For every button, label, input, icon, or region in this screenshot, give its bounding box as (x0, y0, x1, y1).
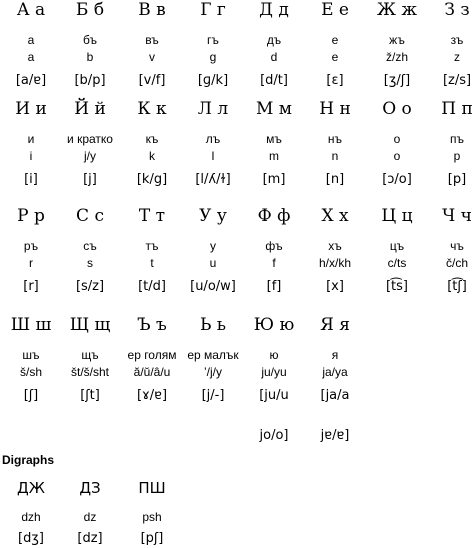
letter-name: ръ (23, 239, 39, 253)
latin-transliteration: m (269, 149, 279, 163)
ipa-pronunciation: [t/d] (138, 279, 166, 294)
latin-transliteration: h/x/kh (318, 256, 351, 270)
letter-name: и кратко (67, 132, 113, 146)
letter-cell (0, 315, 62, 403)
letter-cell (59, 315, 121, 403)
ipa-pronunciation: [n] (325, 172, 345, 187)
letter-cell (243, 0, 305, 88)
cyrillic-letter: О о (382, 99, 412, 119)
letter-name: гъ (207, 33, 219, 47)
letter-name: къ (145, 132, 159, 146)
letter-cell (0, 99, 62, 187)
latin-transliteration: a (27, 50, 35, 64)
digraph-letters: ПШ (138, 479, 166, 497)
cyrillic-letter: Л л (197, 99, 229, 119)
ipa-pronunciation: [ɡ/k] (197, 73, 229, 88)
cyrillic-letter: К к (137, 99, 167, 119)
latin-transliteration: i (29, 149, 33, 163)
cyrillic-letter: Ч ч (442, 206, 472, 226)
cyrillic-letter: Х х (321, 206, 349, 226)
letter-cell (304, 99, 366, 187)
ipa-pronunciation: [z/s] (442, 73, 472, 88)
ipa-pronunciation: [l/ʎ/ɫ] (195, 172, 231, 187)
ipa-pronunciation: [ja/a (320, 388, 350, 403)
letter-cell (121, 315, 183, 403)
ipa-pronunciation-continued: jɐ/ɐ] (320, 428, 350, 443)
letter-cell (121, 206, 183, 294)
letter-cell (243, 315, 305, 443)
letter-name: съ (83, 239, 97, 253)
letter-cell (366, 206, 428, 294)
letter-name: чъ (450, 239, 464, 253)
letter-cell (426, 0, 474, 88)
letter-cell (59, 0, 121, 88)
letter-cell (182, 315, 244, 403)
latin-transliteration: k (149, 149, 155, 163)
latin-transliteration: ă/ŭ/â/u (133, 365, 171, 379)
latin-transliteration: g (209, 50, 217, 64)
cyrillic-letter: Ж ж (376, 0, 418, 20)
letter-cell (59, 206, 121, 294)
ipa-pronunciation: [x] (326, 279, 344, 294)
ipa-pronunciation: [t͡s] (385, 279, 408, 294)
letter-name: тъ (145, 239, 159, 253)
cyrillic-letter: Г г (200, 0, 226, 20)
latin-transliteration: v (149, 50, 155, 64)
letter-cell (182, 206, 244, 294)
latin-transliteration: t (150, 256, 154, 270)
ipa-pronunciation: [ʃt] (80, 388, 100, 403)
ipa-pronunciation: [f] (266, 279, 282, 294)
cyrillic-letter: Щ щ (69, 315, 111, 335)
latin-transliteration: ž/zh (385, 50, 408, 64)
ipa-pronunciation: [m] (262, 172, 286, 187)
letter-cell (0, 0, 62, 88)
ipa-pronunciation: [i] (24, 172, 38, 187)
latin-transliteration: s (87, 256, 93, 270)
letter-cell (243, 206, 305, 294)
letter-cell (366, 0, 428, 88)
latin-transliteration: l (211, 149, 215, 163)
letter-name: нъ (327, 132, 343, 146)
letter-cell (426, 99, 474, 187)
latin-transliteration: f (272, 256, 276, 270)
cyrillic-letter: П п (441, 99, 473, 119)
cyrillic-letter: Й й (74, 99, 106, 119)
cyrillic-letter: А а (16, 0, 46, 20)
letter-name: въ (145, 33, 159, 47)
digraph-ipa: [dʒ] (18, 531, 44, 546)
cyrillic-letter: В в (138, 0, 166, 20)
letter-name: я (331, 348, 339, 362)
letter-cell (59, 99, 121, 187)
digraph-letters: ДЗ (79, 479, 101, 497)
cyrillic-letter: Ъ ъ (137, 315, 167, 335)
latin-transliteration: o (393, 149, 401, 163)
latin-transliteration: č/ch (445, 256, 468, 270)
letter-cell (121, 99, 183, 187)
letter-name: шъ (22, 348, 40, 362)
ipa-pronunciation: [ɤ/ɐ] (136, 388, 168, 403)
letter-name: о (393, 132, 401, 146)
cyrillic-letter: Я я (320, 315, 350, 335)
digraphs-heading: Digraphs (2, 453, 55, 467)
ipa-pronunciation: [s/z] (75, 279, 105, 294)
letter-name: и (27, 132, 35, 146)
letter-name: е (331, 33, 339, 47)
latin-transliteration: z (454, 50, 460, 64)
latin-transliteration: d (270, 50, 278, 64)
cyrillic-letter: Д д (259, 0, 289, 20)
cyrillic-letter: Ю ю (253, 315, 295, 335)
cyrillic-letter: Б б (75, 0, 105, 20)
letter-cell (304, 206, 366, 294)
digraph-ipa: [pʃ] (140, 531, 164, 546)
cyrillic-letter: Е е (321, 0, 349, 20)
cyrillic-letter: Ц ц (381, 206, 413, 226)
latin-transliteration: ja/ya (322, 365, 348, 379)
letter-cell (182, 0, 244, 88)
cyrillic-letter: Ш ш (10, 315, 52, 335)
ipa-pronunciation: [b/p] (74, 73, 106, 88)
letter-name: ер малък (187, 348, 239, 362)
letter-name: хъ (328, 239, 342, 253)
cyrillic-letter: Н н (319, 99, 351, 119)
letter-cell (243, 99, 305, 187)
letter-name: ер голям (127, 348, 177, 362)
letter-name: мъ (266, 132, 282, 146)
letter-name: ю (269, 348, 279, 362)
digraph-transliteration: dzh (21, 510, 41, 524)
ipa-pronunciation: [ju/u (259, 388, 289, 403)
digraph-transliteration: dz (83, 510, 97, 524)
digraph-transliteration: psh (142, 510, 162, 524)
latin-transliteration: š/sh (19, 365, 42, 379)
letter-name: фъ (265, 239, 283, 253)
letter-name: цъ (389, 239, 405, 253)
ipa-pronunciation: [k/g] (136, 172, 168, 187)
latin-transliteration: e (331, 50, 339, 64)
letter-name: дъ (266, 33, 282, 47)
ipa-pronunciation: [a/ɐ] (15, 73, 47, 88)
digraph-letters: ДЖ (17, 479, 45, 497)
letter-cell (0, 206, 62, 294)
letter-name: а (27, 33, 35, 47)
letter-name: щъ (81, 348, 99, 362)
cyrillic-letter: Ь ь (199, 315, 227, 335)
ipa-pronunciation: [u/o/w] (190, 279, 236, 294)
letter-cell (426, 206, 474, 294)
latin-transliteration: p (453, 149, 461, 163)
latin-transliteration: ju/yu (261, 365, 287, 379)
letter-cell (182, 99, 244, 187)
ipa-pronunciation: [v/f] (138, 73, 166, 88)
ipa-pronunciation: [d/t] (260, 73, 288, 88)
ipa-pronunciation: [ɔ/o] (382, 172, 412, 187)
cyrillic-letter: Ф ф (257, 206, 291, 226)
latin-transliteration: j/y (84, 149, 96, 163)
latin-transliteration: št/š/sht (70, 365, 109, 379)
ipa-pronunciation: [j/-] (201, 388, 225, 403)
ipa-pronunciation: [ʒ/ʃ] (383, 73, 411, 88)
letter-name: зъ (450, 33, 464, 47)
latin-transliteration: c/ts (387, 256, 407, 270)
digraph-ipa: [dz] (77, 531, 103, 546)
cyrillic-letter: Р р (17, 206, 45, 226)
ipa-pronunciation: [r] (23, 279, 39, 294)
latin-transliteration: r (29, 256, 33, 270)
latin-transliteration: u (209, 256, 217, 270)
cyrillic-letter: С с (76, 206, 104, 226)
cyrillic-letter: М м (255, 99, 293, 119)
latin-transliteration: ’/j/y (204, 365, 222, 379)
ipa-pronunciation: [ʃ] (23, 388, 39, 403)
ipa-pronunciation-continued: jo/o] (259, 428, 289, 443)
letter-name: у (210, 239, 216, 253)
letter-cell (121, 0, 183, 88)
letter-name: пъ (450, 132, 464, 146)
ipa-pronunciation: [ɛ] (326, 73, 344, 88)
letter-cell (304, 0, 366, 88)
letter-name: жъ (389, 33, 405, 47)
ipa-pronunciation: [t͡ʃ] (447, 279, 467, 294)
latin-transliteration: n (331, 149, 339, 163)
letter-cell (366, 99, 428, 187)
latin-transliteration: b (86, 50, 94, 64)
ipa-pronunciation: [j] (83, 172, 97, 187)
cyrillic-letter: Т т (138, 206, 166, 226)
cyrillic-letter: И и (15, 99, 47, 119)
cyrillic-letter: З з (444, 0, 470, 20)
letter-name: лъ (205, 132, 221, 146)
letter-cell (304, 315, 366, 443)
letter-name: бъ (83, 33, 97, 47)
ipa-pronunciation: [p] (447, 172, 467, 187)
cyrillic-letter: У у (199, 206, 227, 226)
